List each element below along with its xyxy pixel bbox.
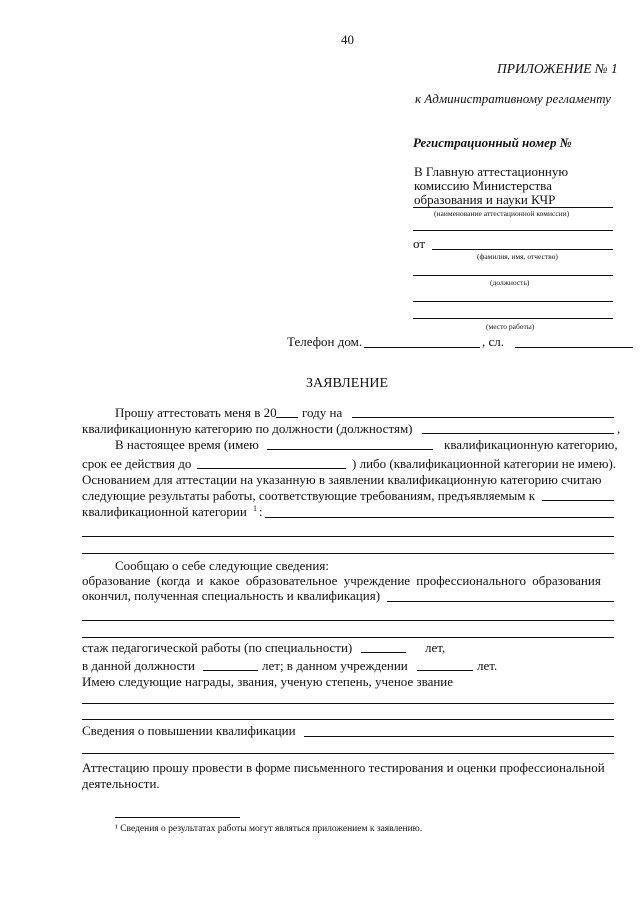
education-line-1: образование (когда и какое образовательное учреждение профессионального образования bbox=[82, 573, 601, 588]
position-caption: (должность) bbox=[490, 278, 530, 287]
commission-name-line[interactable] bbox=[413, 207, 613, 208]
home-phone-field[interactable] bbox=[364, 347, 480, 348]
commission-extra-line[interactable] bbox=[413, 230, 613, 231]
position-field[interactable] bbox=[422, 433, 614, 434]
requirements-category-field[interactable] bbox=[542, 500, 614, 501]
institution-years-field[interactable] bbox=[417, 670, 473, 671]
appendix-subtitle: к Административному регламенту bbox=[415, 91, 611, 106]
experience-label: стаж педагогической работы (по специальности) bbox=[82, 640, 353, 655]
basis-line-1: Основанием для аттестации на указанную в заявлении квалификационную категорию считаю bbox=[82, 472, 602, 487]
year-field[interactable] bbox=[276, 417, 298, 418]
work-phone-label: , сл. bbox=[482, 334, 505, 349]
work-phone-field[interactable] bbox=[515, 347, 633, 348]
registration-number-label: Регистрационный номер № bbox=[413, 135, 572, 150]
education-field-1[interactable] bbox=[387, 601, 614, 602]
training-line-2[interactable] bbox=[82, 753, 614, 754]
home-phone-label: Телефон дом. bbox=[287, 334, 363, 349]
request-line-1-b: году на bbox=[302, 405, 343, 420]
training-line-1[interactable] bbox=[304, 736, 614, 737]
appendix-title: ПРИЛОЖЕНИЕ № 1 bbox=[497, 61, 618, 76]
current-category-field[interactable] bbox=[267, 449, 433, 450]
results-line-3[interactable] bbox=[82, 553, 614, 554]
comma-1: , bbox=[617, 421, 621, 436]
commission-name-caption: (наименование аттестационной комиссии) bbox=[434, 209, 570, 218]
current-line-1-b: квалификационную категорию, bbox=[444, 437, 618, 452]
education-field-3[interactable] bbox=[82, 637, 614, 638]
awards-line-2[interactable] bbox=[82, 719, 614, 720]
position-years-field[interactable] bbox=[203, 670, 258, 671]
attestation-form-line-1: Аттестацию прошу провести в форме письменного тестирования и оценки профессиональной bbox=[82, 760, 605, 775]
basis-line-2: следующие результаты работы, соответствующие требованиям, предъявляемым к bbox=[82, 488, 536, 503]
info-intro: Сообщаю о себе следующие сведения: bbox=[115, 558, 329, 573]
request-line-1-a: Прошу аттестовать меня в 20 bbox=[115, 405, 277, 420]
footnote-separator bbox=[115, 817, 240, 818]
workplace-line-2[interactable] bbox=[413, 318, 613, 319]
education-field-2[interactable] bbox=[82, 620, 614, 621]
experience-years-field[interactable] bbox=[361, 652, 406, 653]
addressee-line-1: В Главную аттестационную bbox=[414, 164, 569, 179]
validity-date-field[interactable] bbox=[197, 468, 346, 469]
basis-line-3: квалификационной категории bbox=[82, 504, 247, 519]
current-line-1-a: В настоящее время (имею bbox=[115, 437, 259, 452]
results-line-2[interactable] bbox=[82, 536, 614, 537]
full-name-line[interactable] bbox=[432, 249, 613, 250]
current-line-2-b: ) либо (квалификационной категории не имею). bbox=[352, 456, 617, 471]
full-name-caption: (фамилия, имя, отчество) bbox=[477, 252, 558, 261]
page-number: 40 bbox=[341, 32, 354, 47]
awards-label: Имею следующие награды, звания, ученую степень, ученое звание bbox=[82, 674, 454, 689]
addressee-line-2: комиссию Министерства bbox=[414, 178, 552, 193]
institution-experience-label: лет; в данном учреждении bbox=[262, 658, 408, 673]
request-line-2: квалификационную категорию по должности (должностям) bbox=[82, 421, 413, 436]
addressee-line-3: образования и науки КЧР bbox=[414, 192, 556, 207]
training-label: Сведения о повышении квалификации bbox=[82, 723, 296, 738]
workplace-line-1[interactable] bbox=[413, 301, 613, 302]
document-title: ЗАЯВЛЕНИЕ bbox=[306, 376, 389, 391]
attestation-form-line-2: деятельности. bbox=[82, 776, 160, 791]
education-line-2: окончил, полученная специальность и квалификация) bbox=[82, 588, 381, 603]
footnote-mark: 1 bbox=[253, 504, 257, 513]
workplace-caption: (место работы) bbox=[486, 322, 535, 331]
colon: : bbox=[259, 504, 263, 519]
from-label: от bbox=[413, 236, 426, 251]
results-line-1[interactable] bbox=[265, 517, 614, 518]
position-line[interactable] bbox=[413, 275, 613, 276]
years-label-1: лет, bbox=[425, 640, 446, 655]
years-label-2: лет. bbox=[477, 658, 498, 673]
position-experience-label: в данной должности bbox=[82, 658, 195, 673]
category-field[interactable] bbox=[352, 417, 614, 418]
awards-line-1[interactable] bbox=[82, 703, 614, 704]
current-line-2-a: срок ее действия до bbox=[82, 456, 192, 471]
footnote-text: ¹ Сведения о результатах работы могут являться приложением к заявлению. bbox=[115, 824, 423, 834]
